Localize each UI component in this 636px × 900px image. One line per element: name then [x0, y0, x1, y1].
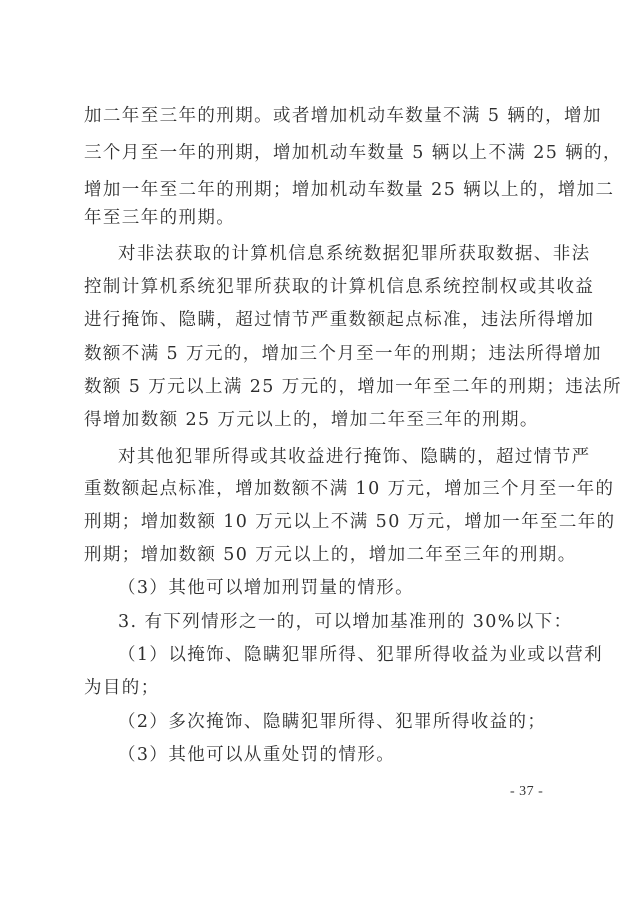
- page-number: - 37 -: [510, 784, 544, 799]
- text-line: 三个月至一年的刑期，增加机动车数量 5 辆以上不满 25 辆的，: [84, 143, 622, 163]
- text-line: 数额 5 万元以上满 25 万元的，增加一年至二年的刑期；违法所: [84, 377, 622, 397]
- text-line: 数额不满 5 万元的，增加三个月至一年的刑期；违法所得增加: [84, 344, 602, 364]
- text-line: 加二年至三年的刑期。或者增加机动车数量不满 5 辆的，增加: [84, 106, 602, 126]
- list-item-line: （2）多次掩饰、隐瞒犯罪所得、犯罪所得收益的；: [118, 712, 547, 732]
- section-heading: 3. 有下列情形之一的，可以增加基准刑的 30%以下：: [118, 612, 573, 632]
- text-line: 刑期；增加数额 50 万元以上的，增加二年至三年的刑期。: [84, 545, 577, 565]
- text-line: 控制计算机系统犯罪所获取的计算机信息系统控制权或其收益: [84, 277, 595, 297]
- paragraph-first-line: 对非法获取的计算机信息系统数据犯罪所获取数据、非法: [118, 244, 591, 264]
- list-item-line: （1）以掩饰、隐瞒犯罪所得、犯罪所得收益为业或以营利: [118, 645, 604, 665]
- text-line: 增加一年至二年的刑期；增加机动车数量 25 辆以上的，增加二: [84, 180, 615, 200]
- text-line: 进行掩饰、隐瞒，超过情节严重数额起点标准，违法所得增加: [84, 310, 595, 330]
- text-line: 为目的；: [84, 678, 160, 698]
- text-line: 得增加数额 25 万元以上的，增加二年至三年的刑期。: [84, 410, 539, 430]
- text-line: 刑期；增加数额 10 万元以上不满 50 万元，增加一年至二年的: [84, 512, 616, 532]
- list-item-line: （3）其他可以增加刑罚量的情形。: [118, 578, 415, 598]
- paragraph-first-line: 对其他犯罪所得或其收益进行掩饰、隐瞒的，超过情节严: [118, 447, 591, 467]
- text-line: 重数额起点标准，增加数额不满 10 万元，增加三个月至一年的: [84, 479, 615, 499]
- text-line: 年至三年的刑期。: [84, 208, 236, 228]
- list-item-line: （3）其他可以从重处罚的情形。: [118, 745, 396, 765]
